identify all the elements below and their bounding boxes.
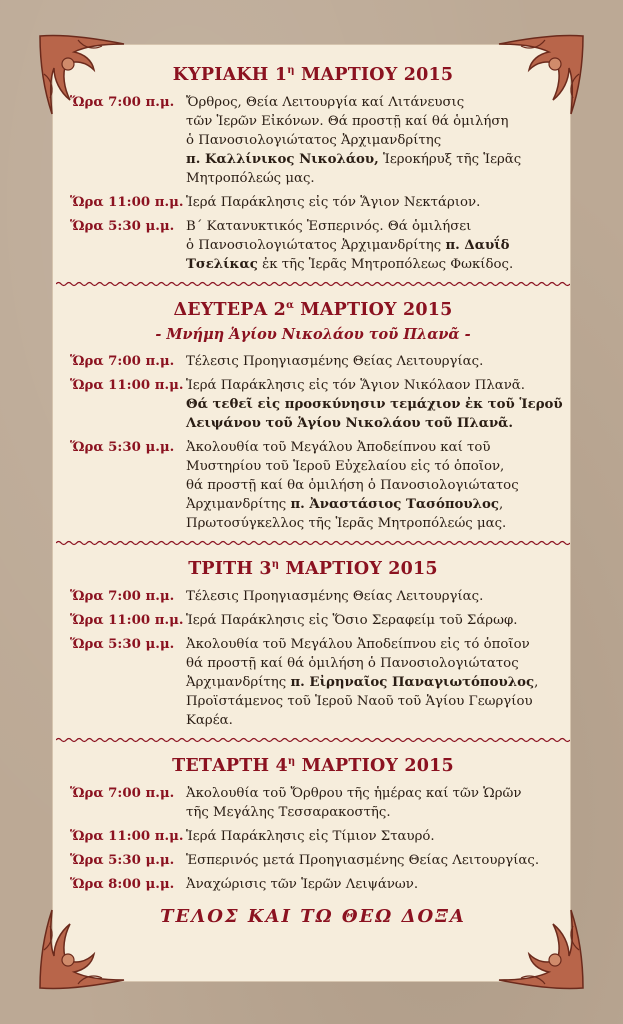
day-title: ΤΡΙΤΗ $3^\eta$ ΜΑΡΤΙΟΥ 2015 xyxy=(188,559,438,579)
schedule-entry xyxy=(62,193,564,212)
entry-time: Ὥρα 11:00 π.μ. xyxy=(70,378,184,393)
entry-time: Ὥρα 7:00 π.μ. xyxy=(70,589,175,604)
schedule xyxy=(62,58,564,927)
entry-description: Ἀκολουθία τοῦ Μεγάλου Ἀποδείπνου εἰς τό ὁποῖον θά προστῇ καί θά ὁμιλήση ὁ Πανοσιολογιώτατος Ἀρχιμανδρίτης π. Εἰρηναῖος Παναγιωτόπουλος, Προϊστάμενος τοῦ Ἱεροῦ Ναοῦ τοῦ Ἁγίου Γεωργίου Καρέα. xyxy=(186,637,539,728)
entry-time: Ὥρα 5:30 μ.μ. xyxy=(70,219,175,234)
entry-time: Ὥρα 5:30 μ.μ. xyxy=(70,440,175,455)
day-title: ΔΕΥΤΕΡΑ $2^\alpha$ ΜΑΡΤΙΟΥ 2015 xyxy=(173,300,453,320)
entry-time: Ὥρα 8:00 μ.μ. xyxy=(70,877,175,892)
schedule-entry xyxy=(62,352,564,371)
day-subtitle: - Μνήμη Ἁγίου Νικολάου τοῦ Πλανᾶ - xyxy=(155,326,471,343)
entry-time: Ὥρα 5:30 μ.μ. xyxy=(70,637,175,652)
closing-phrase: ΤΕΛΟΣ ΚΑΙ ΤΩ ΘΕΩ ΔΟΞΑ xyxy=(160,906,466,927)
day-title: ΚΥΡΙΑΚΗ $1^\eta$ ΜΑΡΤΙΟΥ 2015 xyxy=(172,65,454,85)
schedule-entry xyxy=(62,784,564,822)
schedule-entry xyxy=(62,635,564,730)
schedule-entry xyxy=(62,438,564,533)
entry-description: Ἀναχώρισις τῶν Ἱερῶν Λειψάνων. xyxy=(186,877,419,892)
entry-time: Ὥρα 7:00 π.μ. xyxy=(70,786,175,801)
wavy-divider xyxy=(56,540,570,546)
entry-description: Ἱερά Παράκλησις εἰς τόν Ἅγιον Νεκτάριον. xyxy=(186,195,481,210)
entry-time: Ὥρα 11:00 π.μ. xyxy=(70,195,184,210)
entry-time: Ὥρα 7:00 π.μ. xyxy=(70,354,175,369)
entry-description: Τέλεσις Προηγιασμένης Θείας Λειτουργίας. xyxy=(186,354,484,369)
wavy-divider xyxy=(56,281,570,287)
entry-time: Ὥρα 5:30 μ.μ. xyxy=(70,853,175,868)
entry-time: Ὥρα 11:00 π.μ. xyxy=(70,829,184,844)
day-title: ΤΕΤΑΡΤΗ $4^\eta$ ΜΑΡΤΙΟΥ 2015 xyxy=(172,756,454,776)
entry-description: Ἑσπερινός μετά Προηγιασμένης Θείας Λειτουργίας. xyxy=(186,853,540,868)
entry-description: Β΄ Κατανυκτικός Ἑσπερινός. Θά ὁμιλήσει ὁ Πανοσιολογιώτατος Ἀρχιμανδρίτης π. Δαυΐδ Τσελίκας ἐκ τῆς Ἱερᾶς Μητροπόλεως Φωκίδος. xyxy=(186,219,514,272)
schedule-entry xyxy=(62,611,564,630)
entry-description: Τέλεσις Προηγιασμένης Θείας Λειτουργίας. xyxy=(186,589,484,604)
wavy-divider xyxy=(56,737,570,743)
entry-time: Ὥρα 7:00 π.μ. xyxy=(70,95,175,110)
schedule-entry xyxy=(62,875,564,894)
entry-description: Ἀκολουθία τοῦ Ὄρθρου τῆς ἡμέρας καί τῶν Ὡρῶν τῆς Μεγάλης Τεσσαρακοστῆς. xyxy=(186,786,522,820)
entry-description: Ἀκολουθία τοῦ Μεγάλου Ἀποδείπνου καί τοῦ Μυστηρίου τοῦ Ἱεροῦ Εὐχελαίου εἰς τό ὁποῖον, θά προστῇ καί θα ὁμιλήση ὁ Πανοσιολογιώτατος Ἀρχιμανδρίτης π. Ἀναστάσιος Τασόπουλος, Πρωτοσύγκελλος τῆς Ἱερᾶς Μητροπόλεώς μας. xyxy=(186,440,519,531)
entry-description: Ἱερά Παράκλησις εἰς Ὅσιο Σεραφείμ τοῦ Σάρωφ. xyxy=(186,613,518,628)
schedule-entry xyxy=(62,93,564,188)
schedule-entry xyxy=(62,587,564,606)
entry-description: Ἱερά Παράκλησις εἰς Τίμιον Σταυρό. xyxy=(186,829,435,844)
entry-description: Ἱερά Παράκλησις εἰς τόν Ἅγιον Νικόλαον Πλανᾶ. Θά τεθεῖ εἰς προσκύνησιν τεμάχιον ἐκ τοῦ Ἱεροῦ Λειψάνου τοῦ Ἁγίου Νικολάου τοῦ Πλανᾶ. xyxy=(186,378,563,431)
entry-time: Ὥρα 11:00 π.μ. xyxy=(70,613,184,628)
schedule-entry xyxy=(62,851,564,870)
schedule-entry xyxy=(62,827,564,846)
entry-description: Ὄρθρος, Θεία Λειτουργία καί Λιτάνευσις τῶν Ἱερῶν Εἰκόνων. Θά προστῇ καί θά ὁμιλήση ὁ Πανοσιολογιώτατος Ἀρχιμανδρίτης π. Καλλίνικος Νικολάου, Ἱεροκήρυξ τῆς Ἱερᾶς Μητροπόλεώς μας. xyxy=(186,95,522,186)
schedule-entry xyxy=(62,217,564,274)
schedule-entry xyxy=(62,376,564,433)
